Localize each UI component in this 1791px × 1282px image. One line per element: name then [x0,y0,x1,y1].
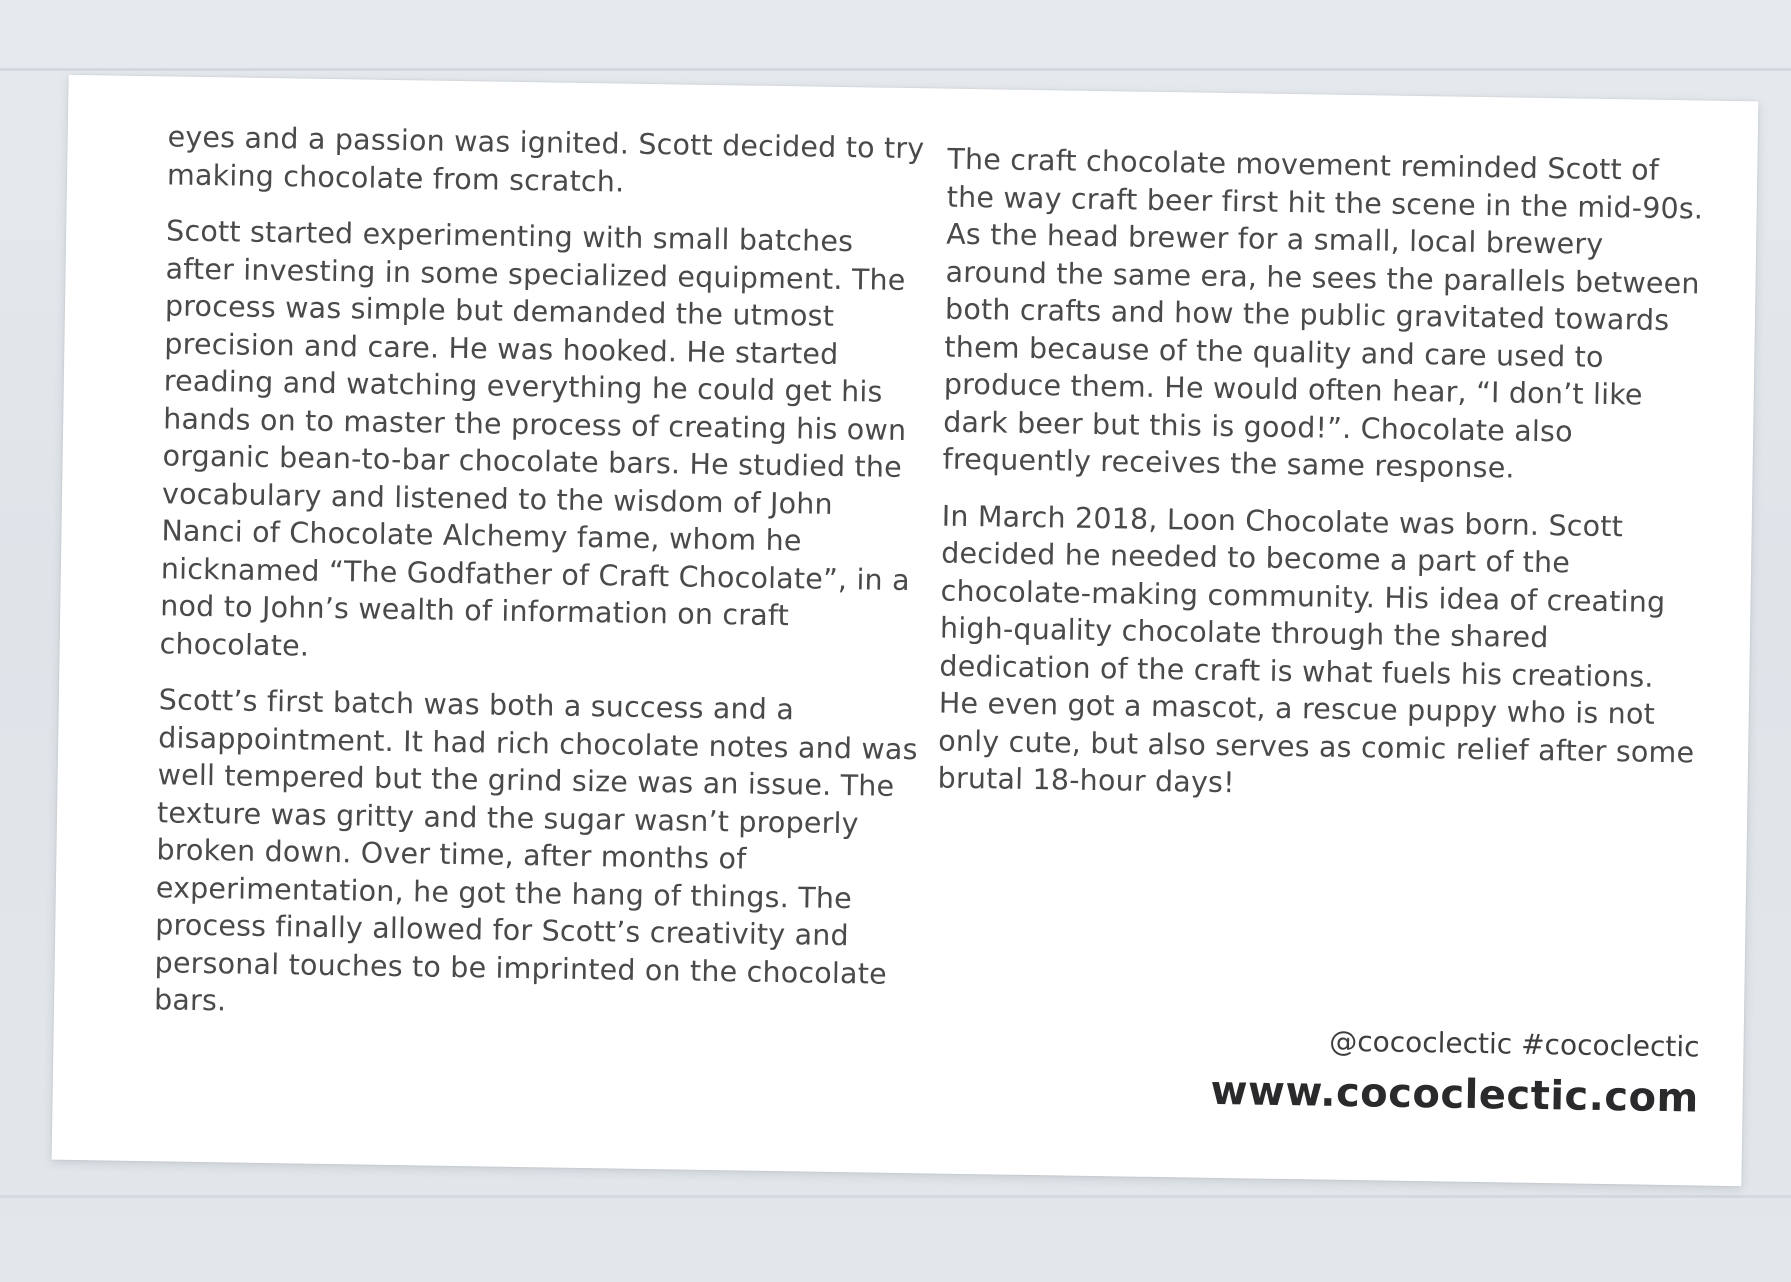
left-column [154,118,928,1049]
left-paragraph-1: eyes and a passion was ignited. Scott decided to try making chocolate from scratch. [166,120,925,199]
right-column [937,141,1708,828]
left-paragraph-3: Scott’s first batch was both a success and a disappointment. It had rich chocolate notes and was well tempered but the grind size was an issue. The texture was gritty and the sugar wasn’t properly broken down. Over time, after months of experimentation, he got the hang of things. The process finally allowed for Scott’s creativity and personal touches to be imprinted on the chocolate bars. [153,683,918,1018]
printed-card [52,75,1759,1186]
website-url: www.cococlectic.com [1210,1067,1700,1122]
left-paragraph-2: Scott started experimenting with small batches after investing in some specialized equipment. The process was simple but demanded the utmost precision and care. He was hooked. He started reading and watching everything he could get his hands on to master the process of creating his own organic bean-to-bar chocolate bars. He studied the vocabulary and listened to the wisdom of John Nanci of Chocolate Alchemy fame, whom he nicknamed “The Godfather of Craft Chocolate”, in a nod to John’s wealth of information on craft chocolate. [159,214,911,663]
background-seam-bottom [0,1195,1791,1198]
right-paragraph-2: In March 2018, Loon Chocolate was born. Scott decided he needed to become a part of the chocolate-making community. His idea of creating high-quality chocolate through the shared dedication of the craft is what fuels his creations. He even got a mascot, a rescue puppy who is not only cute, but also serves as comic relief after some brutal 18-hour days! [937,499,1695,800]
social-handles: @cococlectic #cococlectic [1328,1024,1700,1064]
right-paragraph-1: The craft chocolate movement reminded Scott of the way craft beer first hit the scene in the mid-90s. As the head brewer for a small, local brewery around the same era, he sees the parallels between both crafts and how the public gravitated towards them because of the quality and care used to produce them. He would often hear, “I don’t like dark beer but this is good!”. Chocolate also frequently receives the same response. [942,142,1704,485]
background-seam-top [0,68,1791,71]
